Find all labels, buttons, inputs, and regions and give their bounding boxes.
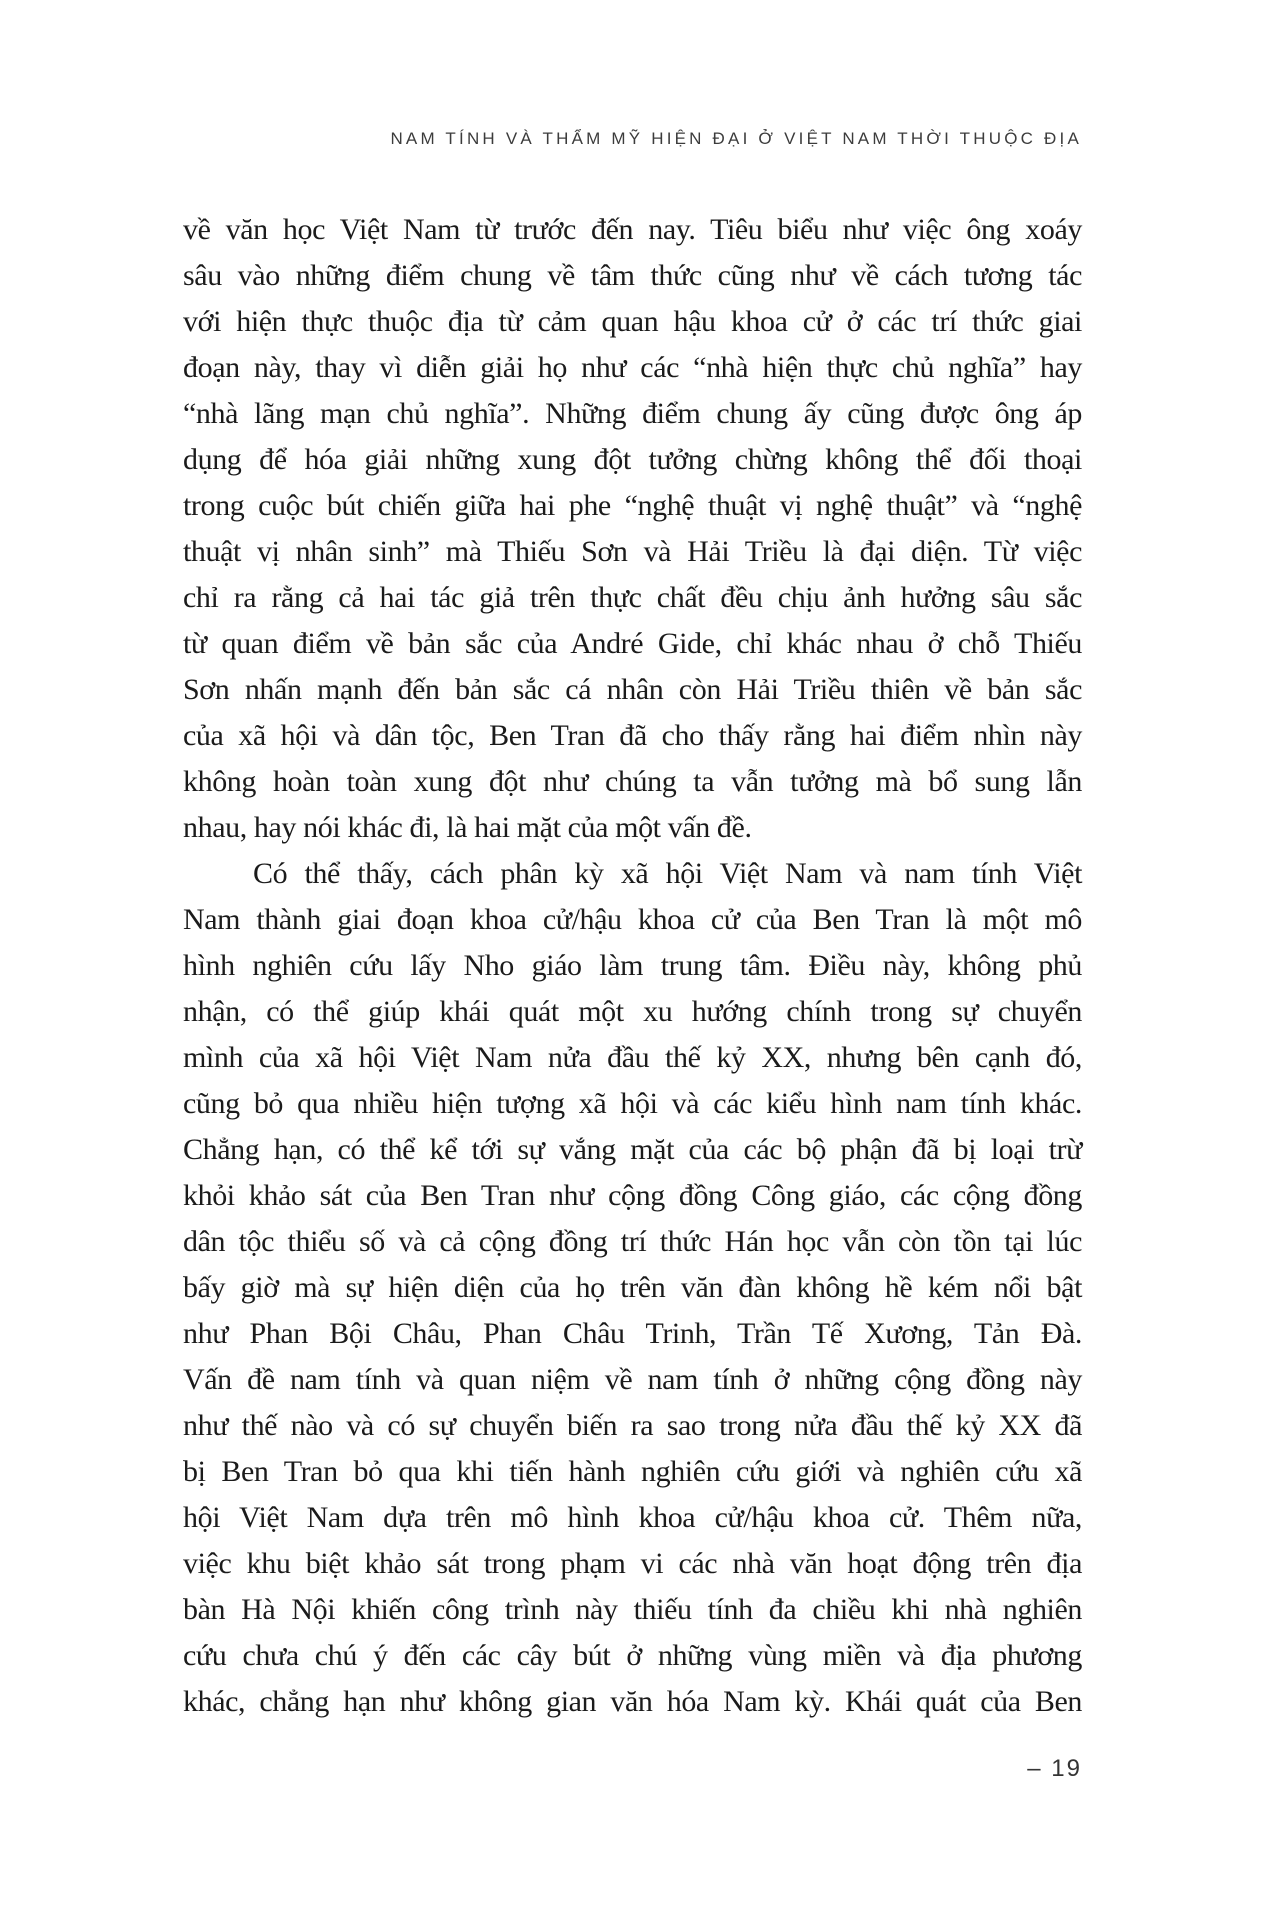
text-line: không hoàn toàn xung đột như chúng ta vẫn tưởng mà bổ sung lẫn [183, 765, 1082, 798]
text-line: Có thể thấy, cách phân kỳ xã hội Việt Nam và nam tính Việt [253, 857, 1082, 890]
text-line: từ quan điểm về bản sắc của André Gide, chỉ khác nhau ở chỗ Thiếu [183, 627, 1082, 660]
text-line: Sơn nhấn mạnh đến bản sắc cá nhân còn Hải Triều thiên về bản sắc [183, 673, 1082, 706]
text-line: với hiện thực thuộc địa từ cảm quan hậu khoa cử ở các trí thức giai [183, 305, 1082, 338]
text-line: dụng để hóa giải những xung đột tưởng chừng không thể đối thoại [183, 443, 1082, 476]
text-line: “nhà lãng mạn chủ nghĩa”. Những điểm chung ấy cũng được ông áp [183, 397, 1082, 430]
text-line: sâu vào những điểm chung về tâm thức cũng như về cách tương tác [183, 259, 1082, 292]
page-number: – 19 [1027, 1755, 1082, 1782]
text-line: Chẳng hạn, có thể kể tới sự vắng mặt của các bộ phận đã bị loại trừ [183, 1133, 1082, 1166]
text-line: cứu chưa chú ý đến các cây bút ở những vùng miền và địa phương [183, 1639, 1082, 1672]
text-line: khác, chẳng hạn như không gian văn hóa Nam kỳ. Khái quát của Ben [183, 1685, 1082, 1718]
text-line: Nam thành giai đoạn khoa cử/hậu khoa cử của Ben Tran là một mô [183, 903, 1082, 936]
text-line: chỉ ra rằng cả hai tác giả trên thực chất đều chịu ảnh hưởng sâu sắc [183, 581, 1082, 614]
text-line: nhau, hay nói khác đi, là hai mặt của một vấn đề. [183, 811, 752, 844]
text-line: mình của xã hội Việt Nam nửa đầu thế kỷ XX, nhưng bên cạnh đó, [183, 1041, 1082, 1074]
text-line: hình nghiên cứu lấy Nho giáo làm trung tâm. Điều này, không phủ [183, 949, 1082, 982]
text-line: bị Ben Tran bỏ qua khi tiến hành nghiên cứu giới và nghiên cứu xã [183, 1455, 1082, 1488]
text-line: đoạn này, thay vì diễn giải họ như các “nhà hiện thực chủ nghĩa” hay [183, 351, 1082, 384]
text-line: trong cuộc bút chiến giữa hai phe “nghệ thuật vị nghệ thuật” và “nghệ [183, 489, 1082, 522]
text-line: việc khu biệt khảo sát trong phạm vi các nhà văn hoạt động trên địa [183, 1547, 1082, 1580]
body-text [183, 207, 1082, 1725]
text-line: hội Việt Nam dựa trên mô hình khoa cử/hậu khoa cử. Thêm nữa, [183, 1501, 1082, 1534]
text-line: khỏi khảo sát của Ben Tran như cộng đồng Công giáo, các cộng đồng [183, 1179, 1082, 1212]
text-line: dân tộc thiểu số và cả cộng đồng trí thức Hán học vẫn còn tồn tại lúc [183, 1225, 1082, 1258]
text-line: về văn học Việt Nam từ trước đến nay. Tiêu biểu như việc ông xoáy [183, 213, 1082, 246]
text-line: như Phan Bội Châu, Phan Châu Trinh, Trần Tế Xương, Tản Đà. [183, 1317, 1082, 1350]
text-line: thuật vị nhân sinh” mà Thiếu Sơn và Hải Triều là đại diện. Từ việc [183, 535, 1082, 568]
text-line: của xã hội và dân tộc, Ben Tran đã cho thấy rằng hai điểm nhìn này [183, 719, 1082, 752]
text-line: như thế nào và có sự chuyển biến ra sao trong nửa đầu thế kỷ XX đã [183, 1409, 1082, 1442]
text-line: Vấn đề nam tính và quan niệm về nam tính ở những cộng đồng này [183, 1363, 1082, 1396]
text-line: nhận, có thể giúp khái quát một xu hướng chính trong sự chuyển [183, 995, 1082, 1028]
text-line: bàn Hà Nội khiến công trình này thiếu tính đa chiều khi nhà nghiên [183, 1593, 1082, 1626]
paragraph-2 [183, 851, 1082, 1725]
paragraph-1 [183, 207, 1082, 851]
running-header: NAM TÍNH VÀ THẨM MỸ HIỆN ĐẠI Ở VIỆT NAM THỜI THUỘC ĐỊA [390, 129, 1082, 148]
text-line: bấy giờ mà sự hiện diện của họ trên văn đàn không hề kém nổi bật [183, 1271, 1082, 1304]
text-line: cũng bỏ qua nhiều hiện tượng xã hội và các kiểu hình nam tính khác. [183, 1087, 1082, 1120]
content-column [183, 130, 1082, 1781]
